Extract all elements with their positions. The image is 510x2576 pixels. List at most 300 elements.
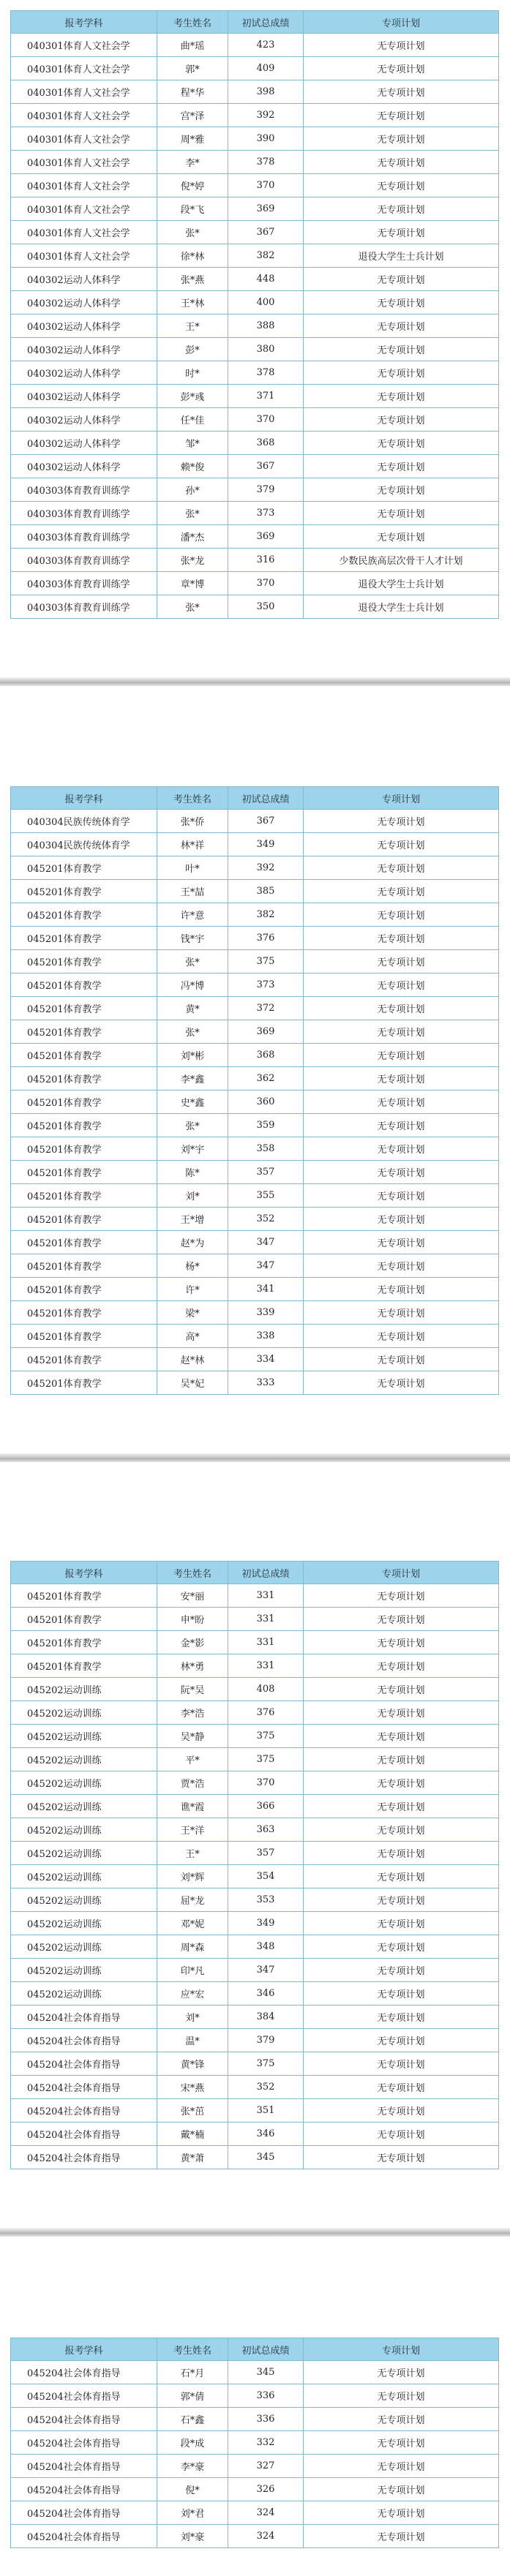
cell-score: 348 [228,1935,304,1959]
cell-subject: 045202运动训练 [11,1912,157,1935]
cell-plan: 无专项计划 [304,34,499,57]
cell-name: 吴*妃 [157,1371,228,1395]
cell-name: 平* [157,1748,228,1771]
cell-plan: 无专项计划 [304,2478,499,2501]
table-row [11,361,499,385]
cell-subject: 045202运动训练 [11,1748,157,1771]
cell-subject: 045202运动训练 [11,1842,157,1865]
table-row [11,57,499,80]
cell-name: 张* [157,502,228,525]
cell-subject: 045201体育教学 [11,1278,157,1301]
table-row [11,385,499,408]
cell-plan: 无专项计划 [304,1818,499,1842]
table-row [11,549,499,572]
cell-score: 352 [228,1208,304,1231]
cell-name: 高* [157,1325,228,1348]
cell-score: 362 [228,1067,304,1091]
table-row [11,2006,499,2029]
cell-name: 阮*吴 [157,1678,228,1701]
cell-subject: 040301体育人文社会学 [11,151,157,174]
table-row [11,2431,499,2455]
cell-plan: 无专项计划 [304,1865,499,1888]
table-row [11,455,499,478]
cell-subject: 045201体育教学 [11,903,157,927]
cell-name: 赖*俊 [157,455,228,478]
cell-plan: 退役大学生士兵计划 [304,244,499,268]
table-row [11,1654,499,1678]
table-row [11,880,499,903]
cell-subject: 040303体育教育训练学 [11,478,157,502]
cell-name: 程*华 [157,80,228,104]
cell-name: 王* [157,315,228,338]
table-row [11,80,499,104]
cell-subject: 045201体育教学 [11,1371,157,1395]
cell-score: 392 [228,104,304,127]
cell-score: 385 [228,880,304,903]
header-subject: 报考学科 [11,1562,157,1584]
cell-subject: 045201体育教学 [11,1184,157,1208]
table-row [11,997,499,1020]
cell-subject: 045201体育教学 [11,1020,157,1044]
cell-score: 341 [228,1278,304,1301]
cell-score: 384 [228,2006,304,2029]
cell-name: 彭*彧 [157,385,228,408]
cell-name: 屈*龙 [157,1888,228,1912]
cell-subject: 045201体育教学 [11,1348,157,1371]
cell-score: 398 [228,80,304,104]
cell-score: 354 [228,1865,304,1888]
table-row [11,903,499,927]
cell-score: 334 [228,1348,304,1371]
cell-subject: 040302运动人体科学 [11,408,157,432]
cell-plan: 无专项计划 [304,2384,499,2408]
cell-score: 369 [228,197,304,221]
cell-subject: 040303体育教育训练学 [11,572,157,595]
cell-plan: 退役大学生士兵计划 [304,572,499,595]
cell-name: 倪* [157,2478,228,2501]
cell-score: 332 [228,2431,304,2455]
cell-plan: 无专项计划 [304,2099,499,2123]
table-row [11,927,499,950]
cell-subject: 045201体育教学 [11,1631,157,1654]
cell-subject: 045202运动训练 [11,1935,157,1959]
cell-name: 刘*君 [157,2501,228,2525]
table-row [11,151,499,174]
cell-score: 390 [228,127,304,151]
cell-plan: 无专项计划 [304,1208,499,1231]
cell-subject: 045201体育教学 [11,950,157,973]
header-name: 考生姓名 [157,2338,228,2361]
cell-subject: 045204社会体育指导 [11,2384,157,2408]
cell-subject: 040301体育人文社会学 [11,127,157,151]
cell-score: 357 [228,1161,304,1184]
cell-subject: 040302运动人体科学 [11,268,157,291]
cell-plan: 无专项计划 [304,810,499,833]
cell-plan: 无专项计划 [304,1231,499,1254]
table-body [11,810,499,1395]
cell-plan: 无专项计划 [304,361,499,385]
cell-score: 324 [228,2501,304,2525]
cell-plan: 无专项计划 [304,1888,499,1912]
table-row [11,1935,499,1959]
page-3 [10,1561,498,2169]
cell-subject: 040301体育人文社会学 [11,104,157,127]
cell-plan: 无专项计划 [304,2123,499,2146]
cell-name: 时* [157,361,228,385]
cell-subject: 040301体育人文社会学 [11,80,157,104]
cell-plan: 无专项计划 [304,2076,499,2099]
cell-subject: 045204社会体育指导 [11,2501,157,2525]
cell-name: 印*凡 [157,1959,228,1982]
cell-plan: 少数民族高层次骨干人才计划 [304,549,499,572]
cell-score: 372 [228,997,304,1020]
cell-subject: 045204社会体育指导 [11,2408,157,2431]
cell-name: 周*森 [157,1935,228,1959]
table-row [11,1795,499,1818]
cell-name: 申*盼 [157,1608,228,1631]
table-row [11,478,499,502]
table-row [11,2052,499,2076]
cell-score: 392 [228,856,304,880]
cell-plan: 无专项计划 [304,80,499,104]
cell-name: 张* [157,595,228,619]
table-row [11,197,499,221]
cell-subject: 040301体育人文社会学 [11,57,157,80]
table-row [11,2029,499,2052]
cell-subject: 045204社会体育指导 [11,2029,157,2052]
cell-name: 许*意 [157,903,228,927]
table-row [11,2384,499,2408]
table-row [11,244,499,268]
table-row [11,1631,499,1654]
cell-plan: 无专项计划 [304,151,499,174]
cell-plan: 无专项计划 [304,2006,499,2029]
header-plan: 专项计划 [304,1562,499,1584]
table-header-row [11,11,499,34]
cell-score: 375 [228,1748,304,1771]
cell-plan: 无专项计划 [304,127,499,151]
cell-name: 刘* [157,2006,228,2029]
cell-subject: 040303体育教育训练学 [11,525,157,549]
cell-score: 336 [228,2408,304,2431]
cell-name: 张*侨 [157,810,228,833]
cell-plan: 无专项计划 [304,1631,499,1654]
table-header-row [11,1562,499,1584]
table-row [11,1842,499,1865]
cell-plan: 无专项计划 [304,268,499,291]
cell-plan: 无专项计划 [304,1161,499,1184]
cell-subject: 045201体育教学 [11,1114,157,1137]
cell-plan: 无专项计划 [304,1301,499,1325]
page-1 [10,10,498,619]
cell-score: 345 [228,2361,304,2384]
cell-plan: 无专项计划 [304,1725,499,1748]
cell-subject: 040302运动人体科学 [11,291,157,315]
cell-name: 张* [157,221,228,244]
table-row [11,2361,499,2384]
table-row [11,1231,499,1254]
cell-subject: 040302运动人体科学 [11,385,157,408]
table-row [11,1137,499,1161]
cell-subject: 040303体育教育训练学 [11,502,157,525]
table-row [11,174,499,197]
cell-name: 李*豪 [157,2455,228,2478]
cell-plan: 无专项计划 [304,833,499,856]
cell-plan: 无专项计划 [304,1959,499,1982]
cell-score: 324 [228,2525,304,2548]
cell-name: 王*喆 [157,880,228,903]
table-header-row [11,2338,499,2361]
cell-plan: 无专项计划 [304,973,499,997]
cell-score: 349 [228,1912,304,1935]
cell-score: 333 [228,1371,304,1395]
table-row [11,338,499,361]
table-row [11,2099,499,2123]
cell-plan: 无专项计划 [304,1842,499,1865]
cell-subject: 045202运动训练 [11,1771,157,1795]
header-subject: 报考学科 [11,11,157,34]
table-row [11,2525,499,2548]
cell-plan: 无专项计划 [304,1325,499,1348]
table-row [11,291,499,315]
cell-plan: 无专项计划 [304,1254,499,1278]
cell-score: 382 [228,244,304,268]
cell-name: 张* [157,1114,228,1137]
cell-score: 380 [228,338,304,361]
cell-plan: 无专项计划 [304,950,499,973]
cell-score: 350 [228,595,304,619]
cell-score: 379 [228,478,304,502]
cell-name: 应*宏 [157,1982,228,2006]
cell-name: 刘*宇 [157,1137,228,1161]
cell-score: 382 [228,903,304,927]
cell-plan: 无专项计划 [304,1982,499,2006]
cell-subject: 045202运动训练 [11,1818,157,1842]
table-row [11,525,499,549]
table-row [11,1325,499,1348]
cell-plan: 无专项计划 [304,903,499,927]
cell-plan: 无专项计划 [304,1067,499,1091]
table-row [11,1748,499,1771]
cell-score: 388 [228,315,304,338]
cell-plan: 无专项计划 [304,2146,499,2169]
cell-name: 刘* [157,1184,228,1208]
cell-name: 李*鑫 [157,1067,228,1091]
cell-score: 367 [228,221,304,244]
table-row [11,1818,499,1842]
cell-name: 邓*妮 [157,1912,228,1935]
cell-score: 370 [228,572,304,595]
cell-score: 347 [228,1254,304,1278]
cell-score: 347 [228,1231,304,1254]
table-row [11,2455,499,2478]
cell-name: 贾*浩 [157,1771,228,1795]
cell-score: 368 [228,432,304,455]
cell-plan: 无专项计划 [304,385,499,408]
cell-name: 金*影 [157,1631,228,1654]
page-divider [0,677,510,686]
cell-subject: 045204社会体育指导 [11,2146,157,2169]
cell-subject: 045201体育教学 [11,1091,157,1114]
cell-name: 钱*宇 [157,927,228,950]
table-row [11,572,499,595]
cell-name: 倪*婷 [157,174,228,197]
cell-name: 宋*燕 [157,2076,228,2099]
cell-plan: 无专项计划 [304,1795,499,1818]
table-row [11,1161,499,1184]
cell-score: 360 [228,1091,304,1114]
cell-plan: 无专项计划 [304,2408,499,2431]
header-plan: 专项计划 [304,11,499,34]
cell-subject: 045204社会体育指导 [11,2361,157,2384]
cell-score: 408 [228,1678,304,1701]
header-score: 初试总成绩 [228,2338,304,2361]
cell-name: 赵*林 [157,1348,228,1371]
cell-plan: 无专项计划 [304,1348,499,1371]
cell-plan: 无专项计划 [304,2431,499,2455]
cell-name: 黄*锋 [157,2052,228,2076]
table-row [11,34,499,57]
cell-name: 徐*林 [157,244,228,268]
table-row [11,1725,499,1748]
table-row [11,1091,499,1114]
table-row [11,2146,499,2169]
cell-subject: 045204社会体育指导 [11,2099,157,2123]
table-row [11,973,499,997]
score-table [10,1561,499,2169]
table-row [11,2076,499,2099]
cell-name: 郭* [157,57,228,80]
cell-score: 375 [228,1725,304,1748]
cell-subject: 045204社会体育指导 [11,2123,157,2146]
table-row [11,1584,499,1608]
table-row [11,1888,499,1912]
cell-name: 林*勇 [157,1654,228,1678]
cell-name: 张* [157,950,228,973]
cell-subject: 040301体育人文社会学 [11,197,157,221]
header-name: 考生姓名 [157,787,228,810]
cell-name: 石*鑫 [157,2408,228,2431]
cell-plan: 无专项计划 [304,997,499,1020]
table-row [11,833,499,856]
cell-plan: 无专项计划 [304,1935,499,1959]
cell-name: 章*博 [157,572,228,595]
cell-subject: 040302运动人体科学 [11,432,157,455]
cell-score: 376 [228,1701,304,1725]
cell-subject: 045201体育教学 [11,1325,157,1348]
cell-score: 327 [228,2455,304,2478]
cell-subject: 040302运动人体科学 [11,455,157,478]
cell-plan: 无专项计划 [304,856,499,880]
cell-score: 375 [228,2052,304,2076]
cell-name: 彭* [157,338,228,361]
cell-score: 353 [228,1888,304,1912]
header-name: 考生姓名 [157,1562,228,1584]
cell-score: 351 [228,2099,304,2123]
cell-subject: 045204社会体育指导 [11,2052,157,2076]
cell-score: 359 [228,1114,304,1137]
table-row [11,221,499,244]
cell-score: 366 [228,1795,304,1818]
cell-name: 冯*博 [157,973,228,997]
cell-subject: 040303体育教育训练学 [11,595,157,619]
table-row [11,268,499,291]
cell-plan: 无专项计划 [304,57,499,80]
table-row [11,2478,499,2501]
table-row [11,1959,499,1982]
table-header-row [11,787,499,810]
page-divider [0,1453,510,1462]
cell-name: 王*林 [157,291,228,315]
table-row [11,1114,499,1137]
cell-name: 刘*彬 [157,1044,228,1067]
cell-plan: 无专项计划 [304,1748,499,1771]
cell-subject: 040302运动人体科学 [11,315,157,338]
cell-plan: 无专项计划 [304,1608,499,1631]
cell-score: 357 [228,1842,304,1865]
table-row [11,1865,499,1888]
cell-score: 370 [228,408,304,432]
table-row [11,1278,499,1301]
cell-subject: 045204社会体育指导 [11,2076,157,2099]
cell-subject: 040301体育人文社会学 [11,34,157,57]
cell-score: 400 [228,291,304,315]
cell-subject: 040304民族传统体育学 [11,833,157,856]
cell-plan: 无专项计划 [304,455,499,478]
cell-score: 358 [228,1137,304,1161]
cell-name: 李*浩 [157,1701,228,1725]
cell-score: 369 [228,525,304,549]
cell-plan: 无专项计划 [304,1114,499,1137]
cell-subject: 045201体育教学 [11,927,157,950]
cell-score: 378 [228,361,304,385]
cell-score: 370 [228,1771,304,1795]
cell-score: 339 [228,1301,304,1325]
cell-name: 周*雅 [157,127,228,151]
cell-plan: 无专项计划 [304,291,499,315]
table-row [11,2501,499,2525]
cell-plan: 无专项计划 [304,1771,499,1795]
cell-plan: 无专项计划 [304,2501,499,2525]
cell-subject: 045201体育教学 [11,1584,157,1608]
cell-score: 331 [228,1608,304,1631]
cell-name: 宫*泽 [157,104,228,127]
cell-score: 370 [228,174,304,197]
cell-plan: 无专项计划 [304,1137,499,1161]
cell-name: 张*茁 [157,2099,228,2123]
cell-plan: 无专项计划 [304,2525,499,2548]
cell-subject: 045202运动训练 [11,1725,157,1748]
cell-plan: 无专项计划 [304,880,499,903]
cell-name: 赵*为 [157,1231,228,1254]
table-body [11,1584,499,2169]
table-body [11,34,499,619]
cell-name: 杨* [157,1254,228,1278]
cell-plan: 无专项计划 [304,2361,499,2384]
cell-plan: 无专项计划 [304,315,499,338]
table-row [11,950,499,973]
cell-score: 368 [228,1044,304,1067]
cell-subject: 045204社会体育指导 [11,2455,157,2478]
cell-subject: 045204社会体育指导 [11,2431,157,2455]
cell-score: 379 [228,2029,304,2052]
cell-score: 409 [228,57,304,80]
cell-subject: 040301体育人文社会学 [11,174,157,197]
cell-name: 王*增 [157,1208,228,1231]
table-row [11,1678,499,1701]
table-row [11,856,499,880]
cell-name: 梁* [157,1301,228,1325]
